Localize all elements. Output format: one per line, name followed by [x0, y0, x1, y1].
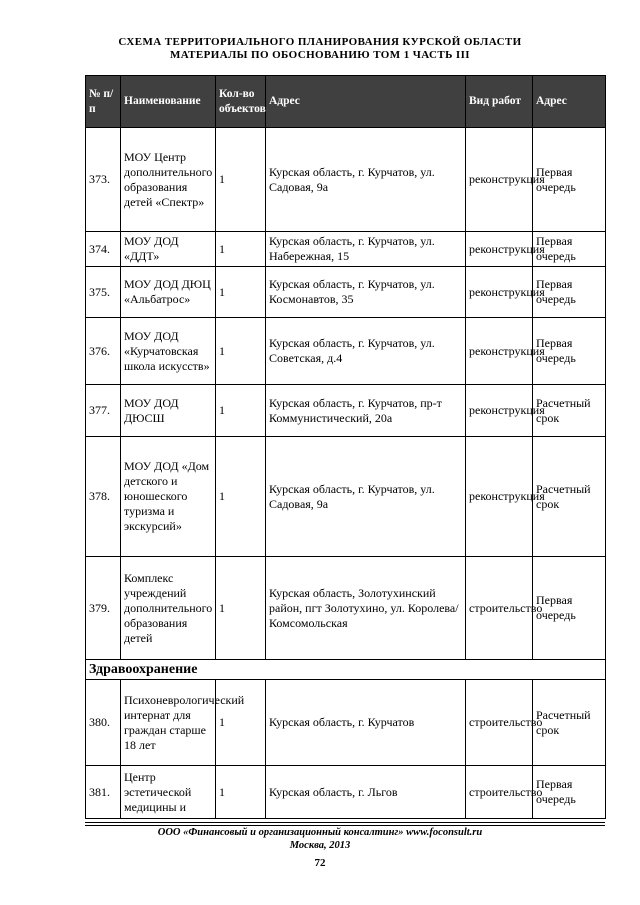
row-stage: Расчетный срок [533, 680, 606, 766]
row-count: 1 [216, 766, 266, 819]
row-count: 1 [216, 318, 266, 385]
row-stage: Первая очередь [533, 267, 606, 318]
section-title: Здравоохранение [86, 660, 606, 680]
row-name: МОУ ДОД «Курчатовская школа искусств» [121, 318, 216, 385]
row-address: Курская область, г. Льгов [266, 766, 466, 819]
row-name: Центр эстетической медицины и [121, 766, 216, 819]
footer-divider [85, 825, 605, 826]
row-work-type: строительство [466, 766, 533, 819]
objects-table [85, 75, 606, 819]
table-row [86, 318, 606, 385]
row-address: Курская область, г. Курчатов, ул. Набережная, 15 [266, 232, 466, 267]
table-row [86, 385, 606, 437]
row-stage: Первая очередь [533, 128, 606, 232]
row-stage: Первая очередь [533, 232, 606, 267]
column-header-work-type: Вид работ [466, 76, 533, 128]
footer-company: ООО «Финансовый и организационный консалтинг» www.foconsult.ru [157, 827, 483, 838]
row-name: МОУ ДОД «ДДТ» [121, 232, 216, 267]
row-stage: Расчетный срок [533, 437, 606, 557]
row-count: 1 [216, 680, 266, 766]
row-address: Курская область, г. Курчатов, ул. Садовая, 9а [266, 437, 466, 557]
row-count: 1 [216, 437, 266, 557]
row-count: 1 [216, 385, 266, 437]
row-work-type: реконструкция [466, 232, 533, 267]
row-number: 374. [86, 232, 121, 267]
row-work-type: строительство [466, 680, 533, 766]
row-name: МОУ ДОД ДЮЦ «Альбатрос» [121, 267, 216, 318]
row-number: 381. [86, 766, 121, 819]
row-number: 378. [86, 437, 121, 557]
table-row [86, 557, 606, 660]
table-row [86, 232, 606, 267]
column-header-count: Кол-во объектов [216, 76, 266, 128]
column-header-name: Наименование [121, 76, 216, 128]
row-name: МОУ ДОД ДЮСШ [121, 385, 216, 437]
row-address: Курская область, г. Курчатов [266, 680, 466, 766]
row-address: Курская область, г. Курчатов, ул. Советская, д.4 [266, 318, 466, 385]
table-header-row [86, 76, 606, 128]
row-work-type: реконструкция [466, 385, 533, 437]
document-header-title: СХЕМА ТЕРРИТОРИАЛЬНОГО ПЛАНИРОВАНИЯ КУРСКОЙ ОБЛАСТИ [118, 36, 522, 48]
row-address: Курская область, г. Курчатов, ул. Космонавтов, 35 [266, 267, 466, 318]
document-header-subtitle: МАТЕРИАЛЫ ПО ОБОСНОВАНИЮ ТОМ 1 ЧАСТЬ III [170, 49, 470, 61]
row-number: 380. [86, 680, 121, 766]
row-work-type: реконструкция [466, 267, 533, 318]
row-name: МОУ ДОД «Дом детского и юношеского туризма и экскурсий» [121, 437, 216, 557]
footer-city-year: Москва, 2013 [289, 840, 351, 851]
row-count: 1 [216, 232, 266, 267]
row-address: Курская область, г. Курчатов, пр-т Коммунистический, 20а [266, 385, 466, 437]
row-name: Комплекс учреждений дополнительного образования детей [121, 557, 216, 660]
section-row [86, 660, 606, 680]
table-row [86, 128, 606, 232]
column-header-address: Адрес [266, 76, 466, 128]
row-work-type: реконструкция [466, 437, 533, 557]
row-work-type: реконструкция [466, 318, 533, 385]
row-count: 1 [216, 557, 266, 660]
row-number: 377. [86, 385, 121, 437]
table-row [86, 766, 606, 819]
column-header-stage: Адрес [533, 76, 606, 128]
table-row [86, 680, 606, 766]
footer-divider [85, 822, 605, 823]
row-number: 373. [86, 128, 121, 232]
row-number: 376. [86, 318, 121, 385]
row-stage: Первая очередь [533, 318, 606, 385]
row-stage: Расчетный срок [533, 385, 606, 437]
row-work-type: реконструкция [466, 128, 533, 232]
row-stage: Первая очередь [533, 766, 606, 819]
row-address: Курская область, Золотухинский район, пгт Золотухино, ул. Королева/Комсомольская [266, 557, 466, 660]
column-header-number: № п/п [86, 76, 121, 128]
row-work-type: строительство [466, 557, 533, 660]
page-number: 72 [314, 857, 326, 869]
row-name: МОУ Центр дополнительного образования детей «Спектр» [121, 128, 216, 232]
table-row [86, 267, 606, 318]
row-count: 1 [216, 267, 266, 318]
row-name: Психоневрологический интернат для граждан старше 18 лет [121, 680, 216, 766]
row-stage: Первая очередь [533, 557, 606, 660]
row-count: 1 [216, 128, 266, 232]
row-number: 375. [86, 267, 121, 318]
row-address: Курская область, г. Курчатов, ул. Садовая, 9а [266, 128, 466, 232]
row-number: 379. [86, 557, 121, 660]
table-row [86, 437, 606, 557]
